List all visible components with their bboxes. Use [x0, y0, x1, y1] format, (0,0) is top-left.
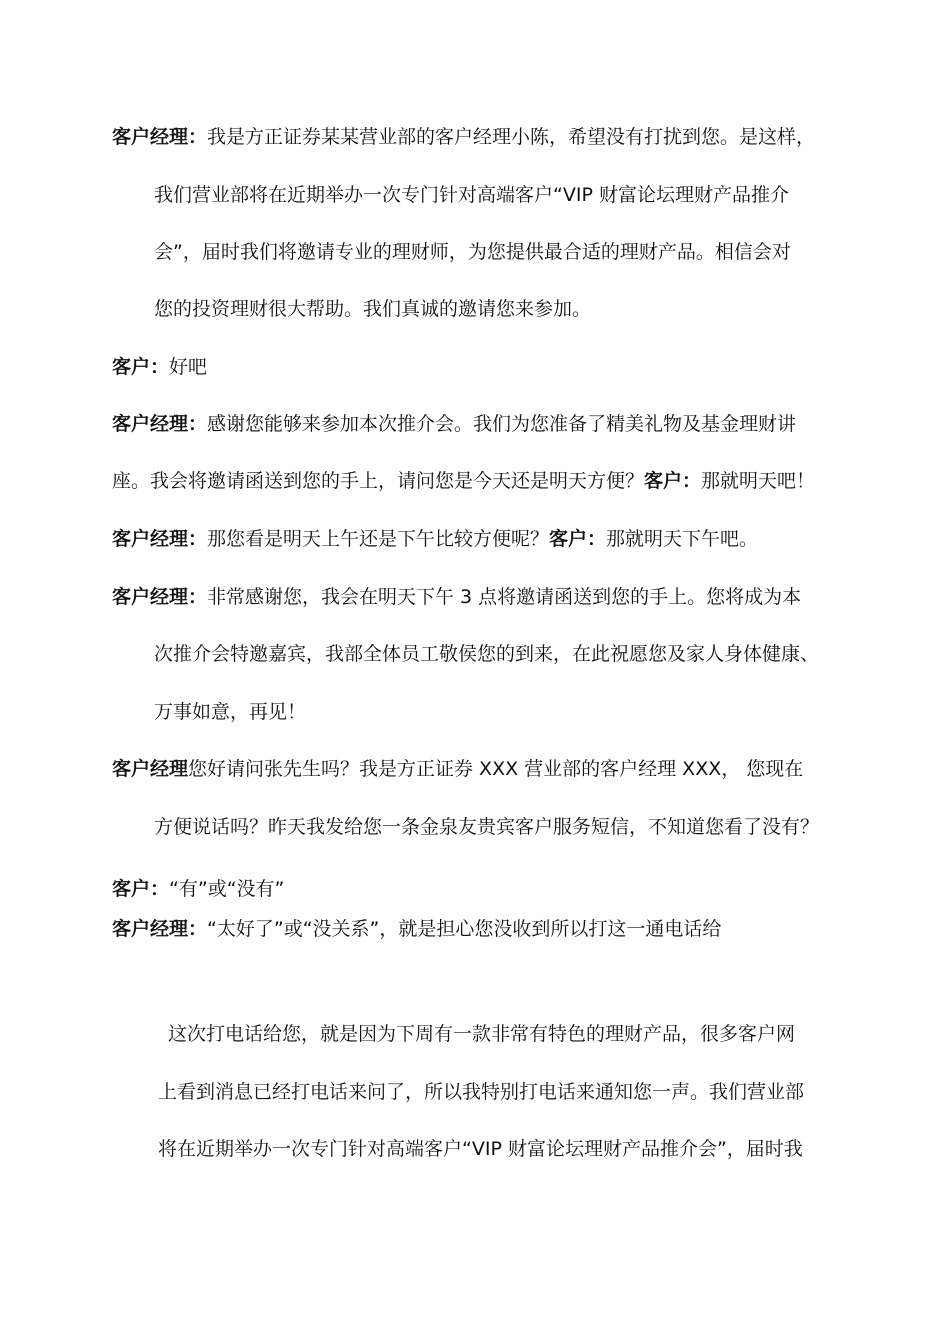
speaker-label: 客户：: [112, 878, 170, 900]
dialogue-line: [112, 358, 207, 377]
speaker-label: 客户：: [644, 470, 702, 492]
dialogue-line: [112, 415, 796, 434]
line-text: 我们营业部将在近期举办一次专门针对高端客户“VIP 财富论坛理财产品推介: [154, 184, 789, 206]
line-text: 感谢您能够来参加本次推介会。我们为您准备了精美礼物及基金理财讲: [207, 413, 797, 435]
dialogue-line: [112, 472, 815, 491]
line-text: 非常感谢您，我会在明天下午 3 点将邀请函送到您的手上。您将成为本: [207, 586, 802, 608]
line-text: “太好了”或“没关系”，就是担心您没收到所以打这一通电话给: [207, 918, 722, 940]
dialogue-line: [154, 243, 791, 262]
line-text: 上看到消息已经打电话来问了，所以我特别打电话来通知您一声。我们营业部: [158, 1081, 805, 1103]
speaker-label: 客户：: [112, 356, 170, 378]
line-text: 您好请问张先生吗？我是方正证券 XXX 营业部的客户经理 XXX， 您现在: [188, 758, 804, 780]
body-line: [158, 1140, 803, 1159]
line-text: 这次打电话给您，就是因为下周有一款非常有特色的理财产品，很多客户网: [168, 1023, 796, 1045]
line-text: 您的投资理财很大帮助。我们真诚的邀请您来参加。: [154, 298, 592, 320]
line-text: 我是方正证券某某营业部的客户经理小陈，希望没有打扰到您。是这样，: [207, 126, 816, 148]
line-text: 将在近期举办一次专门针对高端客户“VIP 财富论坛理财产品推介会”，届时我: [158, 1138, 803, 1160]
dialogue-line: [112, 880, 284, 899]
line-text: “有”或“没有”: [169, 878, 285, 900]
speaker-label: 客户经理：: [112, 528, 208, 550]
dialogue-line: [154, 703, 306, 722]
dialogue-line: [112, 920, 721, 939]
dialogue-line: [154, 818, 819, 837]
line-text: 座。我会将邀请函送到您的手上，请问您是今天还是明天方便？: [112, 470, 645, 492]
body-line: [168, 1025, 795, 1044]
speaker-label: 客户经理：: [112, 413, 208, 435]
dialogue-line: [154, 186, 789, 205]
dialogue-line: [154, 300, 591, 319]
dialogue-line: [112, 588, 801, 607]
dialogue-line: [112, 760, 803, 779]
line-text: 次推介会特邀嘉宾，我部全体员工敬侯您的到来，在此祝愿您及家人身体健康、: [154, 643, 820, 665]
speaker-label: 客户经理: [112, 758, 189, 780]
speaker-label: 客户经理：: [112, 586, 208, 608]
line-text: 那您看是明天上午还是下午比较方便呢？: [207, 528, 550, 550]
speaker-label: 客户经理：: [112, 918, 208, 940]
line-text: 那就明天下午吧。: [606, 528, 759, 550]
speaker-label: 客户经理：: [112, 126, 208, 148]
line-text: 万事如意，再见！: [154, 701, 307, 723]
line-text: 那就明天吧！: [701, 470, 816, 492]
speaker-label: 客户：: [549, 528, 607, 550]
line-text: 会”，届时我们将邀请专业的理财师，为您提供最合适的理财产品。相信会对: [154, 241, 791, 263]
dialogue-line: [154, 645, 819, 664]
body-line: [158, 1083, 804, 1102]
dialogue-line: [112, 530, 758, 549]
dialogue-line: [112, 128, 815, 147]
line-text: 方便说话吗？昨天我发给您一条金泉友贵宾客户服务短信，不知道您看了没有？: [154, 816, 820, 838]
line-text: 好吧: [169, 356, 208, 378]
